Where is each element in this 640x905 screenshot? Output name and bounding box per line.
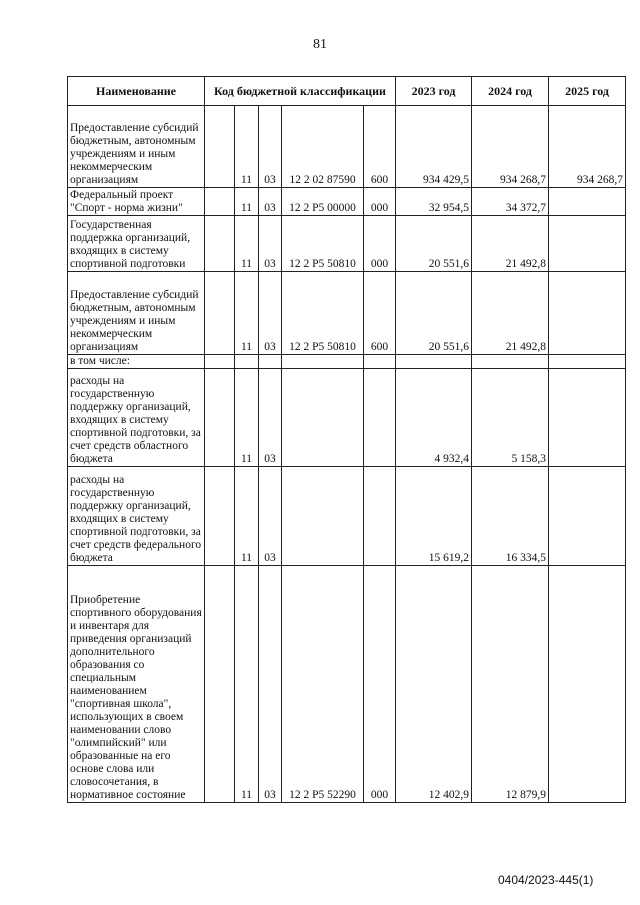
value-2024: 34 372,7 [472, 188, 549, 216]
table-row [68, 106, 626, 188]
code-expense-type [364, 355, 396, 369]
code-section: 11 [235, 188, 259, 216]
value-2023 [396, 355, 472, 369]
value-2025 [549, 467, 626, 566]
table-row [68, 355, 626, 369]
header-2023: 2023 год [396, 77, 472, 106]
value-2023: 32 954,5 [396, 188, 472, 216]
code-expense-type: 600 [364, 272, 396, 355]
value-2024: 21 492,8 [472, 272, 549, 355]
code-part-1 [205, 467, 235, 566]
code-part-1 [205, 272, 235, 355]
table-row [68, 566, 626, 803]
row-name: в том числе: [68, 355, 205, 369]
row-name: Государственная поддержка организаций, входящих в систему спортивной подготовки [68, 216, 205, 272]
code-subsection: 03 [259, 369, 282, 467]
code-subsection: 03 [259, 106, 282, 188]
value-2025 [549, 272, 626, 355]
value-2025 [549, 188, 626, 216]
value-2023: 12 402,9 [396, 566, 472, 803]
value-2024 [472, 355, 549, 369]
code-subsection: 03 [259, 566, 282, 803]
code-section [235, 355, 259, 369]
value-2023: 934 429,5 [396, 106, 472, 188]
code-part-1 [205, 188, 235, 216]
header-2024: 2024 год [472, 77, 549, 106]
table-row [68, 188, 626, 216]
code-part-1 [205, 216, 235, 272]
header-name: Наименование [68, 77, 205, 106]
value-2023: 20 551,6 [396, 216, 472, 272]
code-expense-type: 000 [364, 216, 396, 272]
page-number: 81 [313, 37, 327, 52]
code-expense-type [364, 369, 396, 467]
code-section: 11 [235, 106, 259, 188]
code-section: 11 [235, 467, 259, 566]
value-2023: 20 551,6 [396, 272, 472, 355]
code-subsection: 03 [259, 216, 282, 272]
code-target: 12 2 02 87590 [282, 106, 364, 188]
code-expense-type: 000 [364, 188, 396, 216]
value-2025 [549, 566, 626, 803]
code-section: 11 [235, 566, 259, 803]
code-expense-type: 000 [364, 566, 396, 803]
value-2023: 4 932,4 [396, 369, 472, 467]
value-2024: 16 334,5 [472, 467, 549, 566]
document-code: 0404/2023-445(1) [498, 873, 594, 887]
value-2025 [549, 355, 626, 369]
budget-table [67, 76, 626, 803]
code-target: 12 2 P5 52290 [282, 566, 364, 803]
value-2025: 934 268,7 [549, 106, 626, 188]
code-target [282, 355, 364, 369]
row-name: Предоставление субсидий бюджетным, автономным учреждениям и иным некоммерческим организациям [68, 106, 205, 188]
value-2024: 5 158,3 [472, 369, 549, 467]
code-target [282, 467, 364, 566]
table-header-row [68, 77, 626, 106]
code-part-1 [205, 566, 235, 803]
value-2025 [549, 369, 626, 467]
code-part-1 [205, 355, 235, 369]
value-2023: 15 619,2 [396, 467, 472, 566]
code-target: 12 2 P5 00000 [282, 188, 364, 216]
code-part-1 [205, 106, 235, 188]
code-subsection: 03 [259, 188, 282, 216]
code-section: 11 [235, 216, 259, 272]
code-expense-type: 600 [364, 106, 396, 188]
code-target: 12 2 P5 50810 [282, 216, 364, 272]
row-name: Федеральный проект "Спорт - норма жизни" [68, 188, 205, 216]
value-2024: 12 879,9 [472, 566, 549, 803]
code-target [282, 369, 364, 467]
code-part-1 [205, 369, 235, 467]
code-subsection: 03 [259, 467, 282, 566]
value-2024: 21 492,8 [472, 216, 549, 272]
code-section: 11 [235, 369, 259, 467]
code-subsection: 03 [259, 272, 282, 355]
value-2025 [549, 216, 626, 272]
row-name: расходы на государственную поддержку организаций, входящих в систему спортивной подготовки, за счет средств областного бюджета [68, 369, 205, 467]
table-row [68, 467, 626, 566]
table-row [68, 216, 626, 272]
row-name: расходы на государственную поддержку организаций, входящих в систему спортивной подготовки, за счет средств федерального бюджета [68, 467, 205, 566]
value-2024: 934 268,7 [472, 106, 549, 188]
code-target: 12 2 P5 50810 [282, 272, 364, 355]
code-subsection [259, 355, 282, 369]
header-2025: 2025 год [549, 77, 626, 106]
code-section: 11 [235, 272, 259, 355]
code-expense-type [364, 467, 396, 566]
row-name: Предоставление субсидий бюджетным, автономным учреждениям и иным некоммерческим организациям [68, 272, 205, 355]
table-row [68, 369, 626, 467]
row-name: Приобретение спортивного оборудования и инвентаря для приведения организаций дополнительного образования со специальным наименованием "спортивная школа", использующих в своем наименовании слово "олимпийский" или образованные на его основе слова или словосочетания, в нормативное состояние [68, 566, 205, 803]
header-code: Код бюджетной классификации [205, 77, 396, 106]
table-row [68, 272, 626, 355]
